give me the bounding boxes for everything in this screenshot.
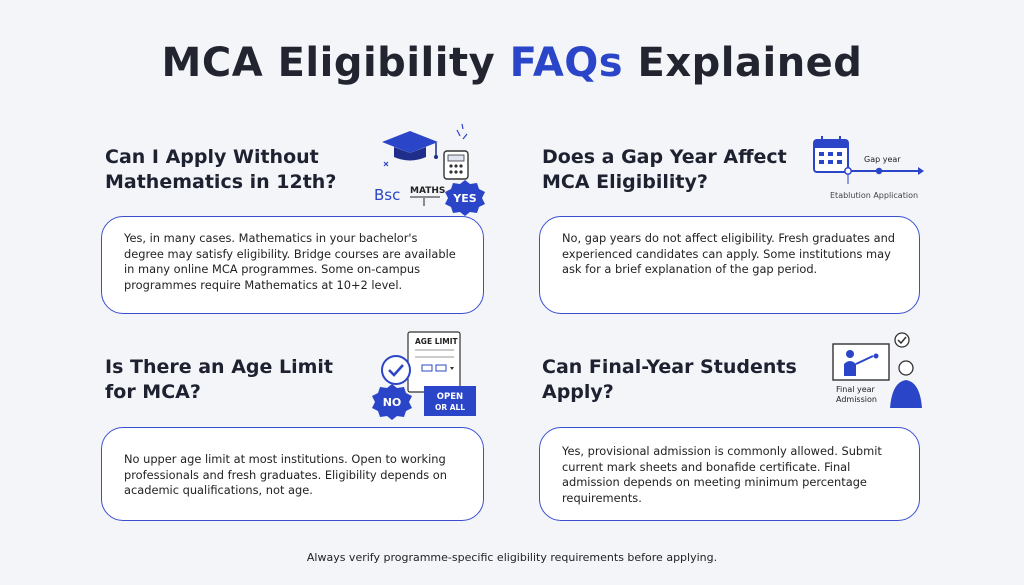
- form-icon: [408, 332, 460, 392]
- faq-question-math: [105, 145, 336, 195]
- calculator-icon: [444, 151, 468, 179]
- faq-question-final-year: [542, 355, 797, 405]
- faq-answer-text: No, gap years do not affect eligibility. Fresh graduates and experienced candidates can apply. Some institutions may ask for a brief explanation of the gap period.: [562, 231, 896, 276]
- math-illustration: [370, 122, 495, 226]
- faq-question-gap-year: [542, 145, 787, 195]
- application-label: Etablution Application: [830, 191, 919, 200]
- footer-note: Always verify programme-specific eligibility requirements before applying.: [306, 551, 718, 564]
- yes-badge: [445, 180, 485, 216]
- faq-question-line: for MCA?: [105, 381, 201, 403]
- yes-badge-label: YES: [453, 192, 477, 205]
- check-icon: [895, 333, 909, 347]
- maths-label: MATHS: [410, 186, 446, 196]
- graduation-cap-icon: [382, 131, 438, 161]
- faq-question-age-limit: [105, 355, 333, 405]
- gap-year-label: Gap year: [864, 155, 901, 164]
- faq-question-line: Can Final-Year Students: [542, 356, 797, 378]
- faq-answer-text: No upper age limit at most institutions. Open to working professionals and fresh graduates. Eligibility depends on academic qualifications, not age.: [124, 452, 447, 497]
- faq-question-line: MCA Eligibility?: [542, 171, 708, 193]
- age-limit-illustration: [362, 330, 482, 424]
- no-badge-label: NO: [382, 396, 402, 409]
- calendar-icon: [814, 136, 848, 172]
- faq-answer-text: Yes, in many cases. Mathematics in your bachelor's degree may satisfy eligibility. Bridge courses are available in many online MCA programmes. Some on-campus programmes require Mathematics at 10+2 level.: [124, 231, 456, 292]
- faq-answer-gap-year: [539, 216, 920, 314]
- admission-label: Admission: [836, 395, 877, 404]
- check-icon: [382, 356, 410, 384]
- classroom-icon: [833, 344, 889, 380]
- no-badge: [372, 384, 412, 420]
- student-icon: [890, 361, 922, 408]
- faq-question-line: Does a Gap Year Affect: [542, 146, 787, 168]
- open-label: OPEN: [436, 392, 464, 402]
- open-label-2: OR ALL: [434, 403, 466, 412]
- faq-answer-age-limit: [101, 427, 484, 521]
- timeline-icon: [845, 167, 924, 184]
- open-badge: [424, 386, 476, 416]
- faq-question-line: Is There an Age Limit: [105, 356, 334, 378]
- page-title: [0, 40, 1024, 86]
- faq-question-line: Mathematics in 12th?: [105, 171, 337, 193]
- final-year-label: Final year: [836, 385, 875, 394]
- form-title: AGE LIMIT: [415, 337, 458, 346]
- title-accent: FAQs: [509, 40, 624, 86]
- faq-answer-text: Yes, provisional admission is commonly allowed. Submit current mark sheets and bonafide certificate. Final admission depends on meeting minimum percentage requirements.: [562, 444, 882, 505]
- final-year-illustration: [828, 330, 928, 414]
- faq-answer-final-year: [539, 427, 920, 521]
- faq-question-line: Can I Apply Without: [105, 146, 319, 168]
- title-text: MCA Eligibility: [161, 40, 496, 86]
- faq-answer-math: [101, 216, 484, 314]
- faq-question-line: Apply?: [542, 381, 614, 403]
- gap-year-illustration: [808, 134, 933, 208]
- bsc-label: Bsc: [374, 186, 401, 204]
- title-text-end: Explained: [637, 40, 863, 86]
